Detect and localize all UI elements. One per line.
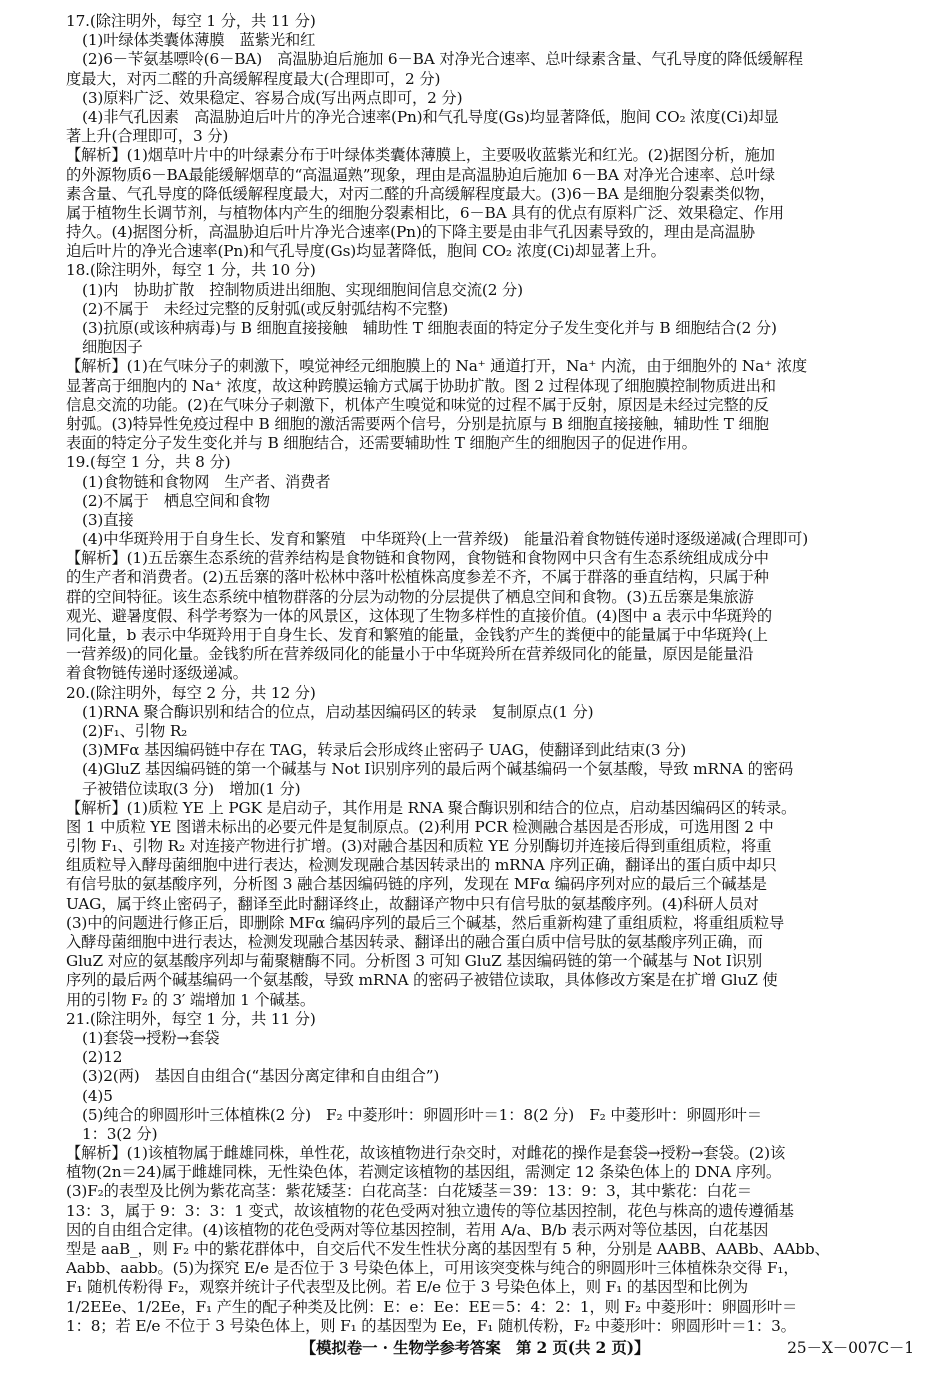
- q17-analysis-line: 迫后叶片的净光合速率(Pn)和气孔导度(Gs)均显著降低，胞间 CO₂ 浓度(Ci)却显著上升。: [66, 242, 666, 261]
- q21-analysis-line: 13：3，属于 9：3：3：1 变式，故该植物的花色受两对独立遗传的等位基因控制，花色与株高的遗传遵循基: [66, 1201, 794, 1220]
- q18-analysis-line: 表面的特定分子发生变化并与 B 细胞结合，还需要辅助性 T 细胞产生的细胞因子的促进作用。: [66, 434, 697, 453]
- q18-analysis-line: 信息交流的功能。(2)在气味分子刺激下，机体产生嗅觉和味觉的过程不属于反射，原因是未经过完整的反: [66, 395, 769, 414]
- q21-answer-2: (2)12: [82, 1048, 123, 1067]
- q18-answer-3-line: 细胞因子: [82, 338, 143, 357]
- q20-analysis-line: GluZ 对应的氨基酸序列却与葡聚糖酶不同。分析图 3 可知 GluZ 基因编码链的第一个碱基与 Not Ⅰ识别: [66, 952, 763, 971]
- q21-analysis-line: Aabb、aabb。(5)为探究 E/e 是否位于 3 号染色体上，可用该突变株与纯合的卵圆形叶三体植株杂交得 F₁，: [66, 1259, 799, 1278]
- q21-analysis-line: 植物(2n＝24)属于雌雄同株，无性染色体，若测定该植物的基因组，需测定 12 条染色体上的 DNA 序列。: [66, 1163, 782, 1182]
- q20-analysis-line: 有信号肽的氨基酸序列，分析图 3 融合基因编码链的序列，发现在 MFα 编码序列对应的最后三个碱基是: [66, 875, 767, 894]
- q19-analysis-line: 着食物链传递时逐级递减。: [66, 664, 248, 683]
- q19-analysis-line: 一营养级)的同化量。金钱豹所在营养级同化的能量小于中华斑羚所在营养级同化的能量，原因是能量沿: [66, 645, 754, 664]
- question-21: [66, 1010, 916, 1336]
- q20-header: 20.(除注明外，每空 2 分，共 12 分): [66, 683, 316, 702]
- q18-answer-1: (1)内 协助扩散 控制物质进出细胞、实现细胞间信息交流(2 分): [82, 280, 523, 299]
- q20-analysis-line: 序列的最后两个碱基编码一个氨基酸，导致 mRNA 的密码子被错位读取，具体修改方案是在扩增 GluZ 使: [66, 971, 778, 990]
- q21-answer-5-line: 1：3(2 分): [82, 1124, 158, 1143]
- q21-analysis-line: 型是 aaB_，则 F₂ 中的紫花群体中，自交后代不发生性状分离的基因型有 5 种，分别是 AABB、AABb、AAbb、: [66, 1240, 830, 1258]
- q20-analysis-line: 入酵母菌细胞中进行表达，检测发现融合基因转录、翻译出的融合蛋白质中信号肽的氨基酸序列正确，而: [66, 933, 763, 951]
- q17-analysis-line: 属于植物生长调节剂，与植物体内产生的细胞分裂素相比，6－BA 具有的优点有原料广泛、效果稳定、作用: [66, 203, 784, 222]
- answer-sheet: [66, 12, 916, 1336]
- footer-title: 【模拟卷一 · 生物学参考答案 第 2 页(共 2 页)】: [300, 1338, 650, 1357]
- q17-answer-2-line: (2)6－苄氨基嘌呤(6－BA) 高温胁迫后施加 6－BA 对净光合速率、总叶绿素含量、气孔导度的降低缓解程: [82, 50, 803, 69]
- q20-answer-1: (1)RNA 聚合酶识别和结合的位点，启动基因编码区的转录 复制原点(1 分): [82, 702, 594, 721]
- q21-answer-5-line: (5)纯合的卵圆形叶三体植株(2 分) F₂ 中菱形叶：卵圆形叶＝1：8(2 分) F₂ 中菱形叶：卵圆形叶＝: [82, 1105, 762, 1124]
- page-footer: [0, 1336, 950, 1360]
- q20-analysis-line: 图 1 中质粒 YE 图谱未标出的必要元件是复制原点。(2)利用 PCR 检测融合基因是否形成，可选用图 2 中: [66, 817, 774, 836]
- q21-answer-1: (1)套袋→授粉→套袋: [82, 1028, 220, 1047]
- q20-analysis-line: 引物 F₁、引物 R₂ 对连接产物进行扩增。(3)对融合基因和质粒 YE 分别酶切并连接后得到重组质粒，将重: [66, 837, 772, 856]
- q19-answer-2: (2)不属于 栖息空间和食物: [82, 491, 270, 510]
- q21-analysis-line: 【解析】(1)该植物属于雌雄同株，单性花，故该植物进行杂交时，对雌花的操作是套袋→授粉→套袋。(2)该: [66, 1144, 786, 1163]
- q20-answer-4-line: (4)GluZ 基因编码链的第一个碱基与 Not Ⅰ识别序列的最后两个碱基编码一个氨基酸，导致 mRNA 的密码: [82, 760, 794, 779]
- q21-analysis-line: 因的自由组合定律。(4)该植物的花色受两对等位基因控制，若用 A/a、B/b 表示两对等位基因，白花基因: [66, 1220, 769, 1239]
- q20-answer-3: (3)MFα 基因编码链中存在 TAG，转录后会形成终止密码子 UAG，使翻译到此结束(3 分): [82, 741, 687, 760]
- q21-answer-4: (4)5: [82, 1086, 113, 1105]
- q18-analysis-line: 【解析】(1)在气味分子的刺激下，嗅觉神经元细胞膜上的 Na⁺ 通道打开，Na⁺ 内流，由于细胞外的 Na⁺ 浓度: [66, 357, 808, 376]
- q20-analysis-line: 【解析】(1)质粒 YE 上 PGK 是启动子，其作用是 RNA 聚合酶识别和结合的位点，启动基因编码区的转录。: [66, 798, 797, 817]
- q17-answer-4-line: 著上升(合理即可，3 分): [66, 127, 229, 146]
- q18-answer-2: (2)不属于 未经过完整的反射弧(或反射弧结构不完整): [82, 299, 449, 318]
- footer-code: 25－X－007C－1: [787, 1339, 914, 1357]
- q17-analysis-line: 【解析】(1)烟草叶片中的叶绿素分布于叶绿体类囊体薄膜上，主要吸收蓝紫光和红光。(2)据图分析，施加: [66, 146, 775, 165]
- q18-answer-3-line: (3)抗原(或该种病毒)与 B 细胞直接接触 辅助性 T 细胞表面的特定分子发生变化并与 B 细胞结合(2 分): [82, 319, 777, 337]
- question-19: [66, 453, 916, 683]
- q17-analysis-line: 持久。(4)据图分析，高温胁迫后叶片净光合速率(Pn)的下降主要是由非气孔因素导致的，理由是高温胁: [66, 223, 755, 242]
- q17-analysis-line: 的外源物质6－BA最能缓解烟草的“高温逼熟”现象，理由是高温胁迫后施加 6－BA 对净光合速率、总叶绿: [66, 165, 775, 184]
- q17-answer-4-line: (4)非气孔因素 高温胁迫后叶片的净光合速率(Pn)和气孔导度(Gs)均显著降低，胞间 CO₂ 浓度(Ci)却显: [82, 107, 779, 126]
- q20-answer-2: (2)F₁、引物 R₂: [82, 721, 188, 740]
- q21-analysis-line: 1：8；若 E/e 不位于 3 号染色体上，则 F₁ 的基因型为 Ee，F₁ 随机传粉，F₂ 中菱形叶：卵圆形叶＝1：3。: [66, 1316, 796, 1335]
- q19-analysis-line: 同化量，b 表示中华斑羚用于自身生长、发育和繁殖的能量，金钱豹产生的粪便中的能量属于中华斑羚(上: [66, 626, 768, 644]
- q17-answer-3: (3)原料广泛、效果稳定、容易合成(写出两点即可，2 分): [82, 88, 463, 107]
- q18-header: 18.(除注明外，每空 1 分，共 10 分): [66, 261, 316, 280]
- q20-analysis-line: 组质粒导入酵母菌细胞中进行表达，检测发现融合基因转录出的 mRNA 序列正确，翻译出的蛋白质中却只: [66, 856, 777, 875]
- q21-analysis-line: 1/2EEe、1/2Ee，F₁ 产生的配子种类及比例：E：e：Ee：EE＝5：4：2：1，则 F₂ 中菱形叶：卵圆形叶＝: [66, 1297, 798, 1316]
- q21-header: 21.(除注明外，每空 1 分，共 11 分): [66, 1009, 316, 1028]
- q17-analysis-line: 素含量、气孔导度的降低缓解程度最大，对丙二醛的升高缓解程度最大。(3)6－BA 是细胞分裂素类似物，: [66, 184, 775, 203]
- q18-analysis-line: 射弧。(3)特异性免疫过程中 B 细胞的激活需要两个信号，分别是抗原与 B 细胞直接接触，辅助性 T 细胞: [66, 414, 769, 433]
- q21-analysis-line: F₁ 随机传粉得 F₂，观察并统计子代表型及比例。若 E/e 位于 3 号染色体上，则 F₁ 的基因型和比例为: [66, 1278, 748, 1297]
- q21-answer-3: (3)2(两) 基因自由组合(“基因分离定律和自由组合”): [82, 1067, 440, 1086]
- q18-analysis-line: 显著高于细胞内的 Na⁺ 浓度，故这种跨膜运输方式属于协助扩散。图 2 过程体现了细胞膜控制物质进出和: [66, 376, 776, 395]
- q19-analysis-line: 群的空间特征。该生态系统中植物群落的分层为动物的分层提供了栖息空间和食物。(3)五岳寨是集旅游: [66, 587, 754, 606]
- q19-answer-1: (1)食物链和食物网 生产者、消费者: [82, 472, 331, 491]
- q17-answer-2-line: 度最大，对丙二醛的升高缓解程度最大(合理即可，2 分): [66, 69, 441, 88]
- q19-header: 19.(每空 1 分，共 8 分): [66, 453, 231, 472]
- question-18: [66, 261, 916, 453]
- q19-answer-3: (3)直接: [82, 510, 134, 529]
- q20-analysis-line: UAG，属于终止密码子，翻译至此时翻译终止，故翻译产物中只有信号肽的氨基酸序列。(4)科研人员对: [66, 894, 759, 913]
- q20-analysis-line: (3)中的问题进行修正后，即删除 MFα 编码序列的最后三个碱基，然后重新构建了重组质粒，将重组质粒导: [66, 913, 785, 932]
- q19-analysis-line: 【解析】(1)五岳寨生态系统的营养结构是食物链和食物网，食物链和食物网中只含有生态系统组成成分中: [66, 549, 769, 568]
- q19-analysis-line: 的生产者和消费者。(2)五岳寨的落叶松林中落叶松植株高度参差不齐，不属于群落的垂直结构，只属于种: [66, 568, 769, 587]
- question-20: [66, 684, 916, 1010]
- q17-header: 17.(除注明外，每空 1 分，共 11 分): [66, 12, 316, 30]
- q20-analysis-line: 用的引物 F₂ 的 3′ 端增加 1 个碱基。: [66, 990, 315, 1009]
- q17-answer-1: (1)叶绿体类囊体薄膜 蓝紫光和红: [82, 31, 316, 50]
- q19-answer-4: (4)中华斑羚用于自身生长、发育和繁殖 中华斑羚(上一营养级) 能量沿着食物链传递时逐级递减(合理即可): [82, 530, 809, 549]
- q21-analysis-line: (3)F₂的表型及比例为紫花高茎：紫花矮茎：白花高茎：白花矮茎＝39：13：9：3，其中紫花：白花＝: [66, 1182, 752, 1201]
- question-17: [66, 12, 916, 261]
- q20-answer-4-line: 子被错位读取(3 分) 增加(1 分): [82, 779, 301, 798]
- q19-analysis-line: 观光、避暑度假、科学考察为一体的风景区，这体现了生物多样性的直接价值。(4)图中 a 表示中华斑羚的: [66, 606, 773, 625]
